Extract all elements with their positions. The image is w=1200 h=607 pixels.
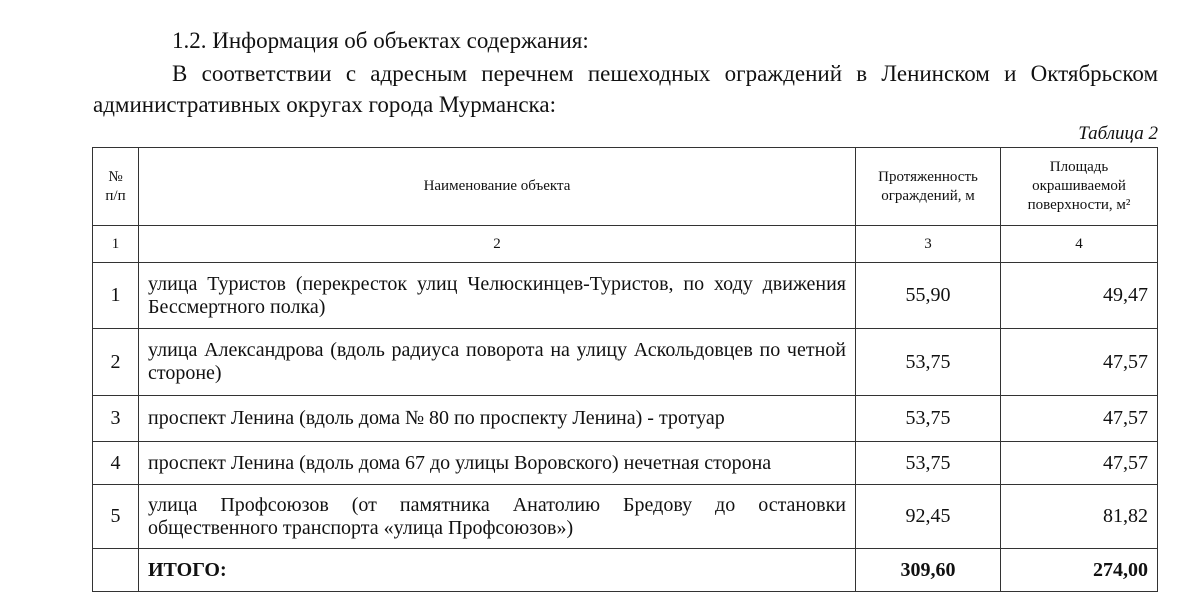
table-row <box>93 263 1158 329</box>
row-name: проспект Ленина (вдоль дома 67 до улицы Воровского) нечетная сторона <box>139 442 856 485</box>
table-row <box>93 396 1158 442</box>
table-row <box>93 485 1158 549</box>
column-number: 1 <box>93 226 139 263</box>
total-length: 309,60 <box>856 549 1001 592</box>
intro-paragraph: В соответствии с адресным перечнем пешеходных ограждений в Ленинском и Октябрьском административных округах города Мурманска: <box>93 61 1158 117</box>
table-row <box>93 329 1158 396</box>
column-number: 4 <box>1001 226 1158 263</box>
row-num: 5 <box>93 485 139 549</box>
header-num: № п/п <box>93 148 139 226</box>
column-number: 2 <box>139 226 856 263</box>
row-name: улица Туристов (перекресток улиц Челюскинцев-Туристов, по ходу движения Бессмертного полка) <box>139 263 856 329</box>
row-length: 53,75 <box>856 396 1001 442</box>
row-length: 53,75 <box>856 329 1001 396</box>
row-num: 3 <box>93 396 139 442</box>
header-name: Наименование объекта <box>139 148 856 226</box>
header-length: Протяженность ограждений, м <box>856 148 1001 226</box>
row-num: 4 <box>93 442 139 485</box>
fences-table <box>92 147 1158 592</box>
row-area: 81,82 <box>1001 485 1158 549</box>
row-length: 53,75 <box>856 442 1001 485</box>
row-area: 47,57 <box>1001 442 1158 485</box>
section-heading: 1.2. Информация об объектах содержания: <box>172 28 589 53</box>
row-length: 55,90 <box>856 263 1001 329</box>
row-num: 2 <box>93 329 139 396</box>
total-row <box>93 549 1158 592</box>
row-area: 47,57 <box>1001 396 1158 442</box>
row-name: улица Александрова (вдоль радиуса поворота на улицу Аскольдовцев по четной стороне) <box>139 329 856 396</box>
row-num: 1 <box>93 263 139 329</box>
column-number: 3 <box>856 226 1001 263</box>
row-name: проспект Ленина (вдоль дома № 80 по проспекту Ленина) - тротуар <box>139 396 856 442</box>
column-number-row <box>93 226 1158 263</box>
table-row <box>93 442 1158 485</box>
row-area: 47,57 <box>1001 329 1158 396</box>
total-label: ИТОГО: <box>139 549 856 592</box>
table-caption: Таблица 2 <box>1078 123 1158 144</box>
total-area: 274,00 <box>1001 549 1158 592</box>
row-length: 92,45 <box>856 485 1001 549</box>
total-empty-cell <box>93 549 139 592</box>
header-area: Площадь окрашиваемой поверхности, м² <box>1001 148 1158 226</box>
table-header-row <box>93 148 1158 226</box>
row-area: 49,47 <box>1001 263 1158 329</box>
row-name: улица Профсоюзов (от памятника Анатолию Бредову до остановки общественного транспорта «улица Профсоюзов») <box>139 485 856 549</box>
